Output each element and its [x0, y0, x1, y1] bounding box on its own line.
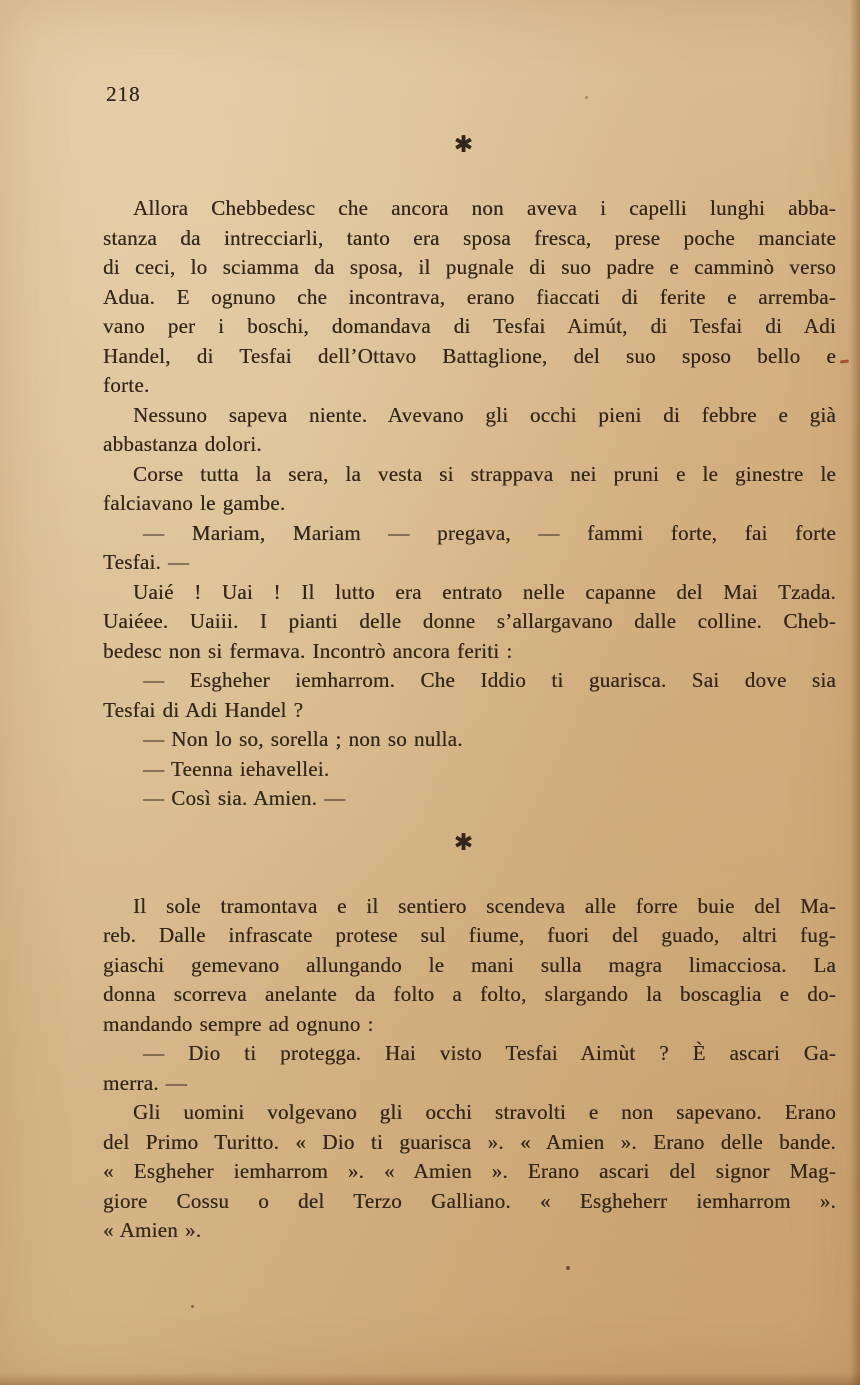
- text-line: bedesc non si fermava. Incontrò ancora feriti :: [103, 638, 513, 663]
- paper-speck: [566, 1266, 570, 1270]
- text-line: — Teenna iehavellei.: [143, 756, 330, 781]
- paper-speck: [191, 1305, 194, 1308]
- page-number: 218: [106, 82, 141, 106]
- text-line: Gli uomini volgevano gli occhi stravolti e non sapevano. Erano: [133, 1100, 836, 1124]
- text-line: donna scorreva anelante da folto a folto, slargando la boscaglia e do-: [103, 982, 836, 1006]
- text-line: Handel, di Tesfai dell’Ottavo Battaglione, del suo sposo bello e: [103, 343, 836, 368]
- text-line: — Mariam, Mariam — pregava, — fammi forte, fai forte: [143, 520, 836, 545]
- text-line: forte.: [103, 373, 150, 397]
- text-line: — Non lo so, sorella ; non so nulla.: [143, 727, 463, 751]
- text-line: merra. —: [103, 1070, 187, 1095]
- text-line: Adua. E ognuno che incontrava, erano fiaccati di ferite e arremba-: [103, 284, 836, 309]
- text-line: Uaié ! Uai ! Il lutto era entrato nelle capanne del Mai Tzada.: [133, 579, 836, 604]
- text-line: « Amien ».: [103, 1218, 202, 1242]
- text-line: Allora Chebbedesc che ancora non aveva i capelli lunghi abba-: [133, 196, 836, 220]
- text-line: del Primo Turitto. « Dio ti guarisca ». « Amien ». Erano delle bande.: [103, 1129, 836, 1154]
- text-line: giore Cossu o del Terzo Galliano. « Esgheherr iemharrom ».: [103, 1188, 836, 1213]
- text-line: — Dio ti protegga. Hai visto Tesfai Aimùt ? È ascari Ga-: [143, 1041, 836, 1065]
- text-line: vano per i boschi, domandava di Tesfai Aimút, di Tesfai di Adi: [103, 314, 836, 338]
- text-line: abbastanza dolori.: [103, 432, 262, 456]
- text-line: — Esgheher iemharrom. Che Iddio ti guarisca. Sai dove sia: [143, 668, 836, 692]
- text-line: Il sole tramontava e il sentiero scendeva alle forre buie del Ma-: [133, 893, 836, 918]
- text-line: reb. Dalle infrascate protese sul fiume, fuori del guado, altri fug-: [103, 923, 836, 947]
- text-line: Tesfai. —: [103, 550, 190, 574]
- text-line: giaschi gemevano allungando le mani sulla magra limacciosa. La: [103, 952, 836, 977]
- text-line: Corse tutta la sera, la vesta si strappava nei pruni e le ginestre le: [133, 461, 836, 486]
- text-line: stanza da intrecciarli, tanto era sposa fresca, prese poche manciate: [103, 225, 836, 250]
- text-line: Nessuno sapeva niente. Avevano gli occhi pieni di febbre e già: [133, 402, 836, 427]
- paper-speck: [585, 96, 588, 99]
- text-line: di ceci, lo sciamma da sposa, il pugnale di suo padre e camminò verso: [103, 255, 836, 279]
- text-line: — Così sia. Amien. —: [143, 786, 346, 810]
- section-separator: ✱: [453, 132, 474, 158]
- text-line: falciavano le gambe.: [103, 491, 286, 515]
- paper-speck: [840, 359, 849, 363]
- text-line: Tesfai di Adi Handel ?: [103, 697, 304, 722]
- text-block: [103, 130, 836, 1246]
- text-line: « Esgheher iemharrom ». « Amien ». Erano ascari del signor Mag-: [103, 1159, 836, 1183]
- text-line: mandando sempre ad ognuno :: [103, 1011, 374, 1036]
- text-line: Uaiéee. Uaiii. I pianti delle donne s’allargavano dalle colline. Cheb-: [103, 609, 836, 633]
- section-separator: ✱: [453, 829, 474, 856]
